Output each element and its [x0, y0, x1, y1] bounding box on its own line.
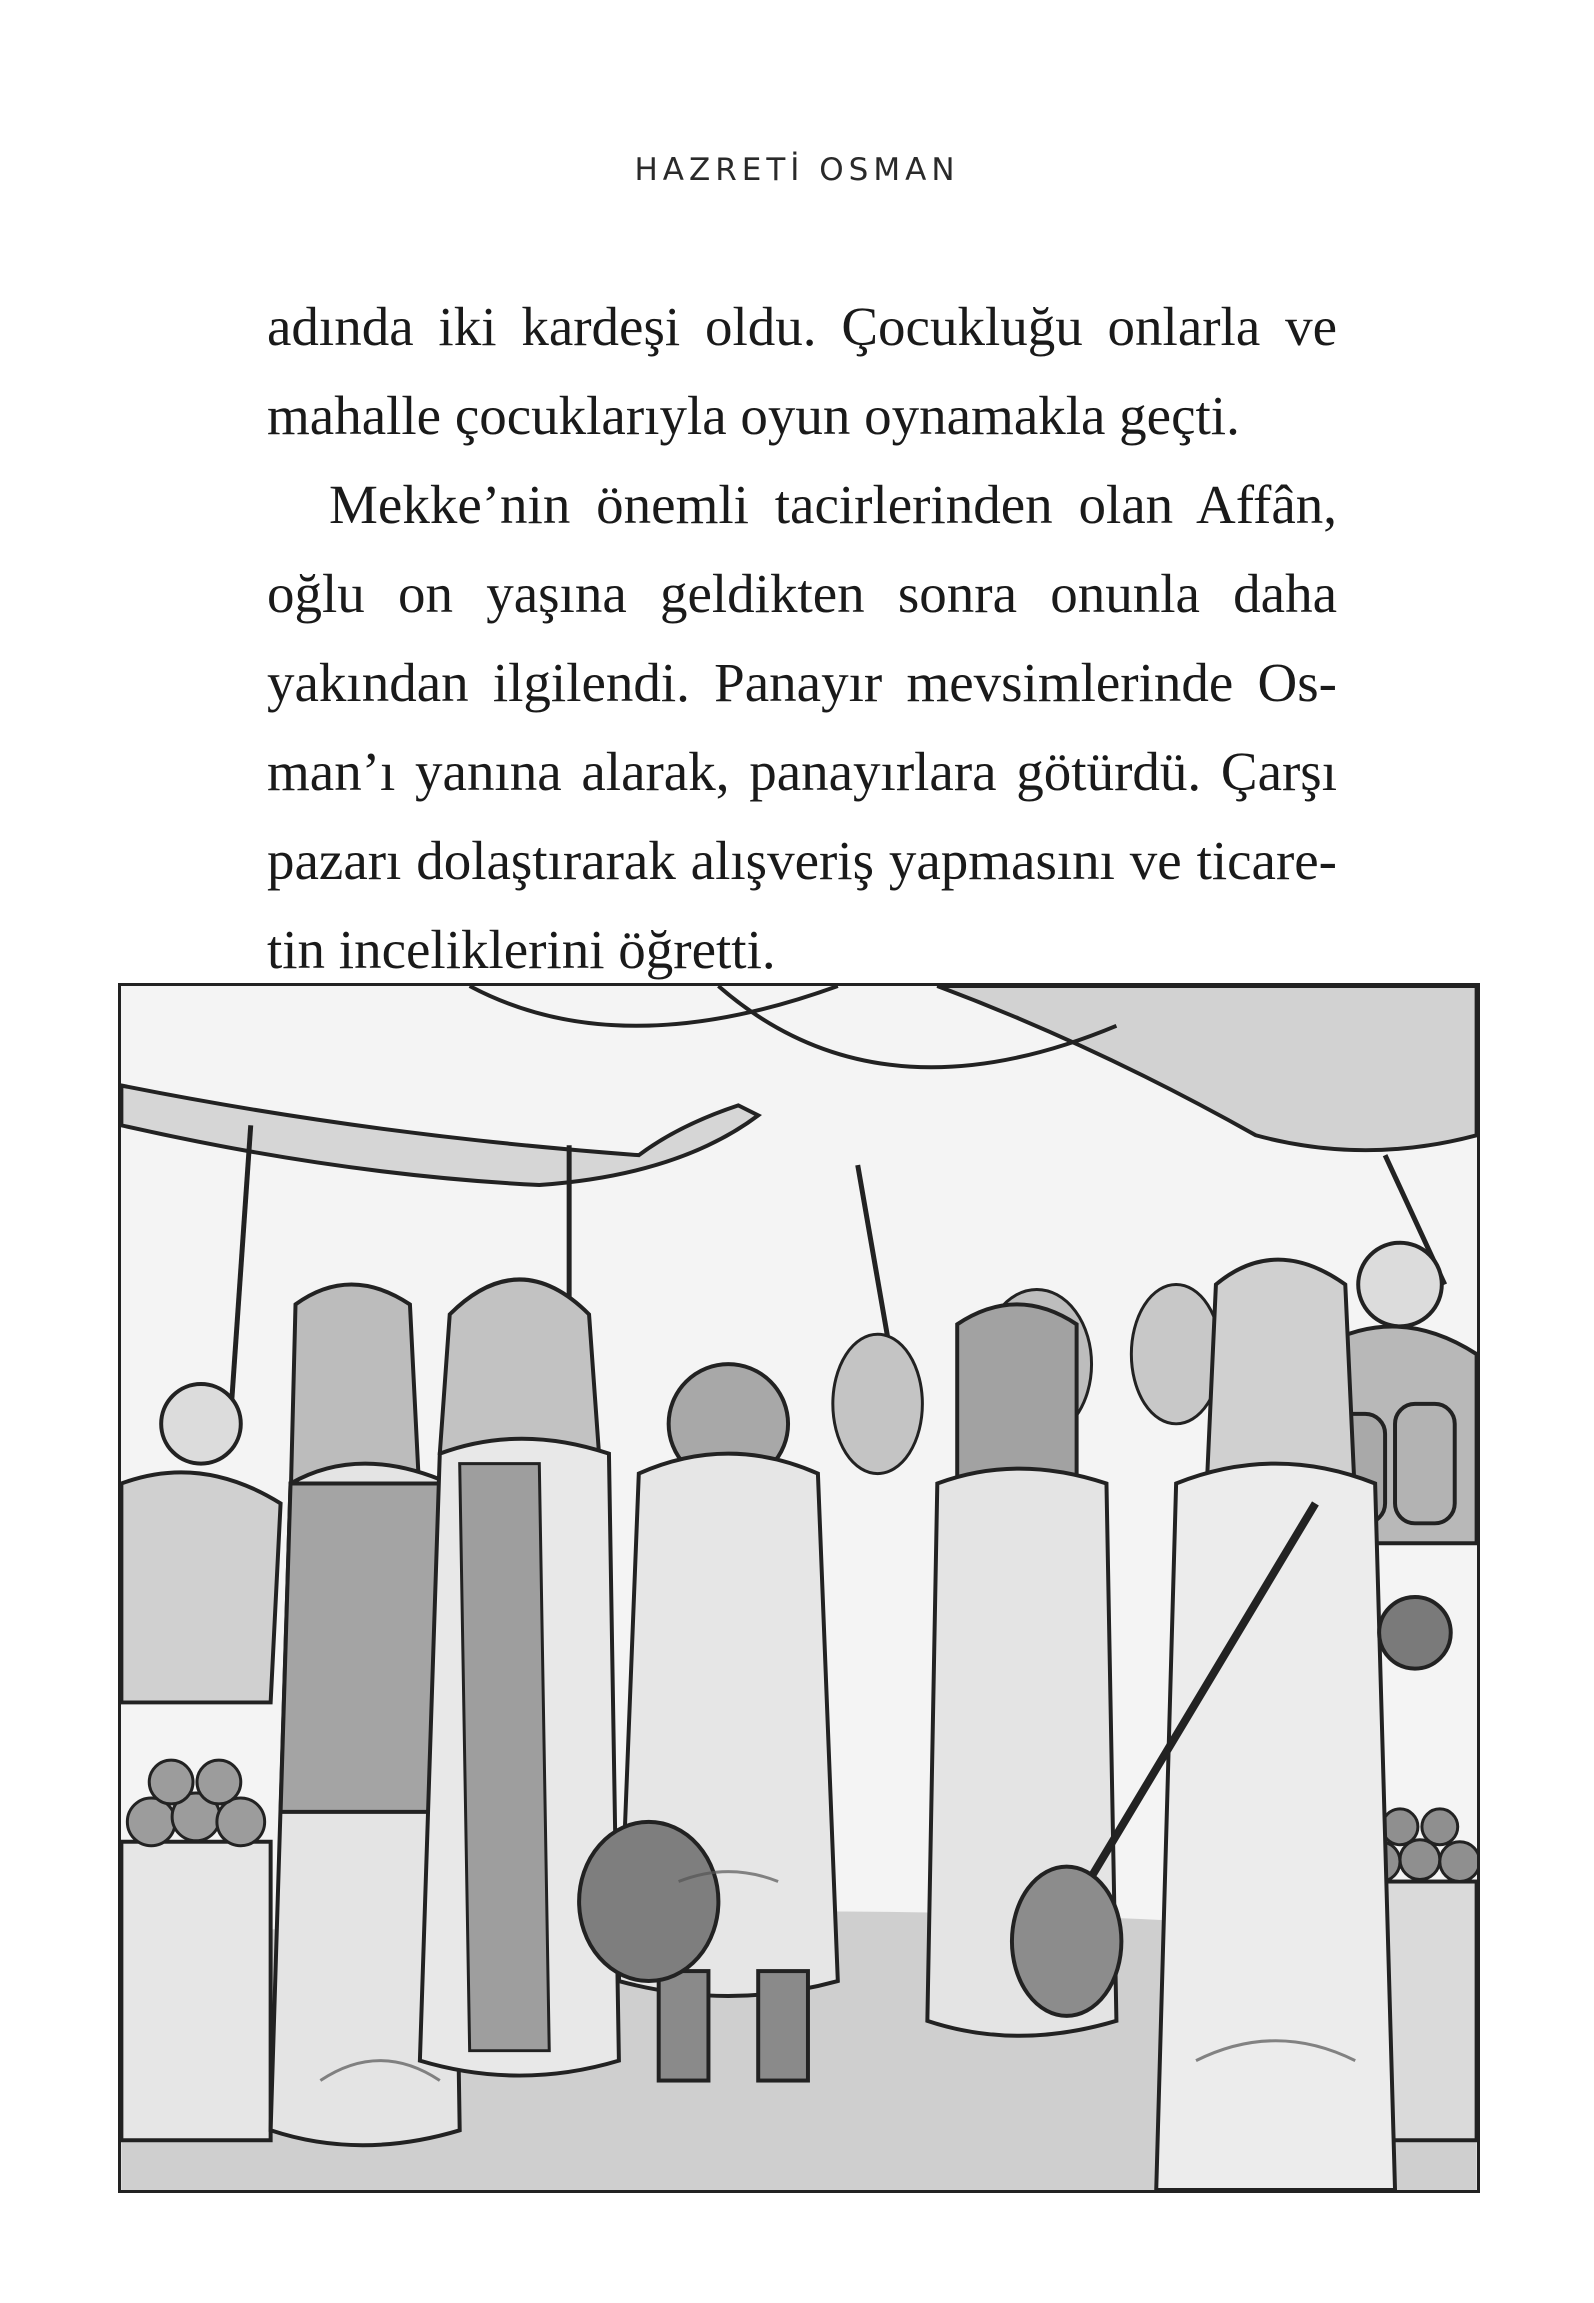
text-line: oğlu on yaşına geldikten sonra onunla daha [267, 563, 1337, 624]
market-illustration [118, 983, 1480, 2193]
text-line: adında iki kardeşi oldu. Çocukluğu onlarla ve [267, 296, 1337, 357]
text-line: tin inceliklerini öğretti. [267, 919, 776, 980]
body-text [267, 282, 1337, 994]
text-line: yakından ilgilendi. Panayır mevsimlerinde Os- [267, 652, 1337, 713]
text-line: pazarı dolaştırarak alışveriş yapmasını ve ticare- [267, 830, 1337, 891]
text-line: mahalle çocuklarıyla oyun oynamakla geçti. [267, 385, 1240, 446]
running-head: HAZRETİ OSMAN [634, 152, 960, 188]
market-scene-drawing [121, 986, 1477, 2190]
paragraph-1 [267, 282, 1337, 460]
paragraph-2 [267, 460, 1337, 994]
text-line: Mekke’nin önemli tacirlerinden olan Affân, [329, 474, 1337, 535]
text-line: man’ı yanına alarak, panayırlara götürdü. Çarşı [267, 741, 1337, 802]
